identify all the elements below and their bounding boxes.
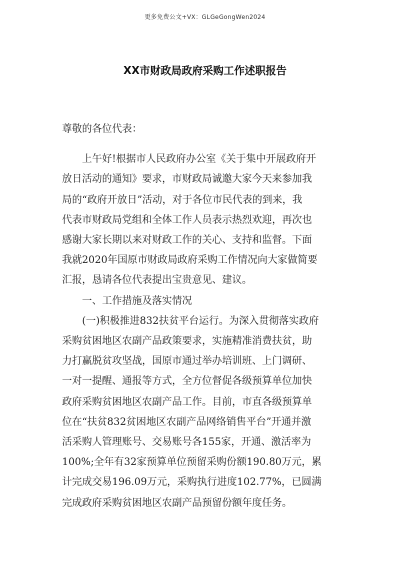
body-line: 局的“政府开放日”活动，对于各位市民代表的到来，我 (62, 194, 303, 206)
body-line: 完成政府采购贫困地区农副产品预留份额年度任务。 (62, 497, 292, 509)
body-line: 代表市财政局党组和全体工作人员表示热烈欢迎，再次也 (62, 214, 312, 226)
body-line: (一)积极推进832扶贫平台运行。为深入贯彻落实政府 (82, 315, 319, 327)
body-line: 一对一提醒、通报等方式，全方位督促各级预算单位加快 (62, 376, 312, 388)
paragraph-lines (62, 150, 358, 514)
body-line: 采购贫困地区农副产品政策要求，实施精准消费扶贫，助 (62, 336, 312, 348)
body-line: 计完成交易196.09万元，采购执行进度102.77%，已圆满 (62, 477, 322, 489)
document-title: XX市财政局政府采购工作述职报告 (123, 65, 287, 77)
header-note: 更多免费公文+VX：GLGeGongWen2024 (144, 14, 266, 21)
document-body (62, 120, 358, 514)
body-line: 放日活动的通知》要求，市财政局诚邀大家今天来参加我 (62, 174, 312, 186)
body-line: 力打赢脱贫攻坚战，国原市通过举办培训班、上门调研、 (62, 356, 312, 368)
body-line: 位在“扶贫832贫困地区农副产品网络销售平台”开通并激 (62, 416, 312, 428)
body-line: 我就2020年国原市财政局政府采购工作情况向大家做简要 (62, 255, 318, 267)
body-line: 上午好!根据市人民政府办公室《关于集中开展政府开 (82, 154, 317, 166)
body-line: 一、工作措施及落实情况 (82, 295, 192, 307)
body-line: 感谢大家长期以来对财政工作的关心、支持和监督。下面 (62, 235, 312, 247)
body-line: 汇报，恳请各位代表提出宝贵意见、建议。 (62, 275, 252, 287)
salutation: 尊敬的各位代表： (62, 124, 142, 135)
body-line: 政府采购贫困地区农副产品工作。目前，市直各级预算单 (62, 396, 312, 408)
body-line: 活采购人管理账号、交易账号各155家，开通、激活率为 (62, 437, 312, 449)
body-line: 100%;全年有32家预算单位预留采购份额190.80万元，累 (62, 457, 322, 469)
